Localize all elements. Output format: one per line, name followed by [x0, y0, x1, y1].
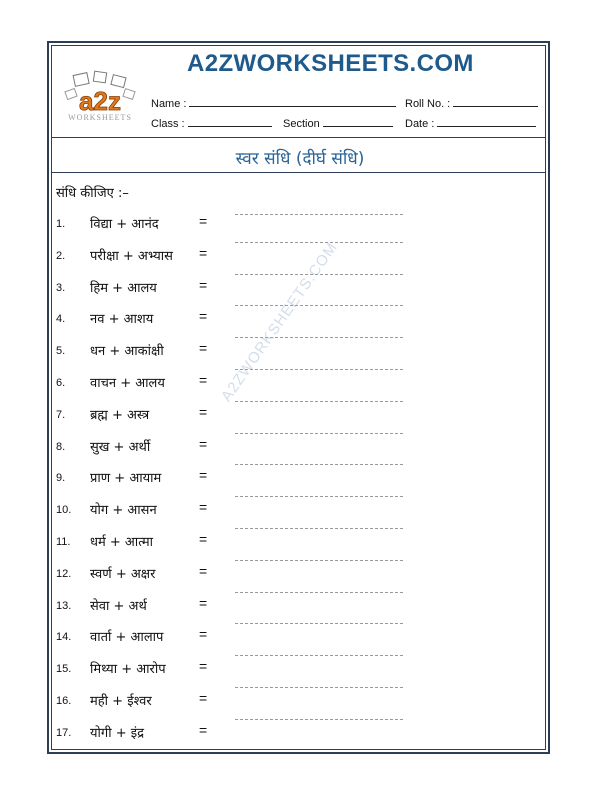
exercise-row — [0, 403, 600, 427]
exercise-row — [0, 498, 600, 522]
answer-line[interactable] — [235, 214, 403, 215]
exercise-number: 10. — [56, 504, 72, 517]
equals-sign: = — [199, 721, 208, 738]
exercise-number: 4. — [56, 313, 66, 326]
equals-sign: = — [199, 435, 208, 452]
roll-label: Roll No. : — [405, 98, 451, 110]
answer-line[interactable] — [235, 401, 403, 402]
class-field — [151, 117, 272, 130]
equals-sign: = — [199, 499, 208, 516]
exercise-expression: मिथ्या + आरोप — [90, 662, 166, 678]
equals-sign: = — [199, 690, 208, 706]
section-field — [283, 117, 393, 130]
exercise-expression: योगी + इंद्र — [90, 725, 145, 741]
exercise-number: 16. — [56, 695, 72, 707]
roll-blank — [453, 97, 538, 107]
answer-line[interactable] — [235, 496, 403, 497]
logo-text: a2z — [79, 86, 121, 116]
equals-sign: = — [199, 467, 208, 484]
name-field — [151, 97, 396, 110]
answer-line[interactable] — [235, 560, 403, 561]
exercise-expression: नव + आशय — [90, 312, 154, 328]
exercise-number: 17. — [56, 726, 72, 739]
equals-sign: = — [199, 372, 208, 388]
answer-line[interactable] — [235, 687, 403, 688]
answer-line[interactable] — [235, 305, 403, 306]
exercise-row — [0, 435, 600, 459]
date-label: Date : — [405, 118, 435, 130]
exercise-expression: योग + आसन — [90, 503, 157, 519]
exercise-row — [0, 307, 600, 331]
equals-sign: = — [199, 531, 208, 547]
exercise-row — [0, 721, 600, 745]
exercise-expression: परीक्षा + अभ्यास — [90, 248, 173, 264]
exercise-row — [0, 689, 600, 713]
worksheet-title: स्वर संधि (दीर्घ संधि) — [235, 149, 365, 169]
equals-sign: = — [199, 626, 208, 643]
equals-sign: = — [199, 244, 208, 261]
answer-line[interactable] — [235, 464, 403, 465]
name-blank — [189, 97, 396, 107]
exercise-expression: प्राण + आयाम — [90, 471, 162, 487]
exercise-number: 7. — [56, 408, 66, 421]
exercise-number: 13. — [56, 599, 72, 612]
exercise-row — [0, 339, 600, 363]
answer-line[interactable] — [235, 528, 403, 529]
answer-line[interactable] — [235, 242, 403, 243]
exercise-expression: स्वर्ण + अक्षर — [90, 566, 156, 582]
exercise-expression: मही + ईश्वर — [90, 694, 152, 709]
exercise-row — [0, 657, 600, 681]
exercise-expression: विद्या + आनंद — [90, 217, 159, 232]
answer-line[interactable] — [235, 592, 403, 593]
exercise-row — [0, 625, 600, 649]
equals-sign: = — [199, 403, 208, 420]
section-blank — [323, 117, 393, 127]
answer-line[interactable] — [235, 623, 403, 624]
site-logo — [58, 68, 142, 122]
section-label: Section — [283, 118, 320, 130]
answer-line[interactable] — [235, 655, 403, 656]
equals-sign: = — [199, 276, 208, 293]
equals-sign: = — [199, 308, 208, 325]
exercise-expression: ब्रह्म + अस्त्र — [90, 407, 150, 423]
equals-sign: = — [199, 658, 208, 675]
class-label: Class : — [151, 118, 185, 130]
exercise-number: 6. — [56, 377, 66, 389]
exercise-expression: धर्म + आत्मा — [90, 535, 154, 550]
exercise-row — [0, 212, 600, 236]
header-divider — [52, 137, 545, 138]
exercise-row — [0, 244, 600, 268]
exercise-number: 2. — [56, 249, 66, 262]
equals-sign: = — [199, 594, 208, 611]
instruction: संधि कीजिए :– — [56, 186, 129, 201]
exercise-number: 14. — [56, 631, 72, 644]
site-title: A2ZWORKSHEETS.COM — [187, 50, 474, 77]
answer-line[interactable] — [235, 433, 403, 434]
exercise-expression: वाचन + आलय — [90, 376, 165, 391]
exercise-row — [0, 530, 600, 554]
equals-sign: = — [199, 213, 208, 229]
exercise-row — [0, 466, 600, 490]
title-divider — [52, 172, 545, 173]
exercise-expression: सेवा + अर्थ — [90, 598, 147, 614]
exercise-number: 11. — [56, 536, 71, 548]
name-label: Name : — [151, 98, 187, 110]
date-blank — [437, 117, 536, 127]
exercise-expression: हिम + आलय — [90, 280, 157, 296]
exercise-expression: धन + आकांक्षी — [90, 344, 164, 360]
exercise-number: 1. — [56, 218, 66, 230]
equals-sign: = — [199, 340, 208, 357]
equals-sign: = — [199, 562, 208, 579]
logo-subtext: WORKSHEETS — [68, 113, 132, 122]
exercise-expression: वार्ता + आलाप — [90, 630, 164, 646]
answer-line[interactable] — [235, 369, 403, 370]
exercise-number: 12. — [56, 567, 72, 580]
answer-line[interactable] — [235, 719, 403, 720]
class-blank — [188, 117, 272, 127]
exercise-expression: सुख + अर्थी — [90, 439, 151, 455]
exercise-number: 15. — [56, 663, 72, 676]
date-field — [405, 117, 536, 130]
exercise-number: 9. — [56, 472, 66, 485]
watermark: A2ZWORKSHEETS.COM — [218, 239, 342, 405]
exercise-number: 8. — [56, 440, 66, 453]
exercise-row — [0, 371, 600, 395]
exercise-number: 3. — [56, 281, 66, 294]
exercise-number: 5. — [56, 345, 66, 358]
roll-field — [405, 97, 538, 110]
exercise-row — [0, 562, 600, 586]
exercise-row — [0, 594, 600, 618]
